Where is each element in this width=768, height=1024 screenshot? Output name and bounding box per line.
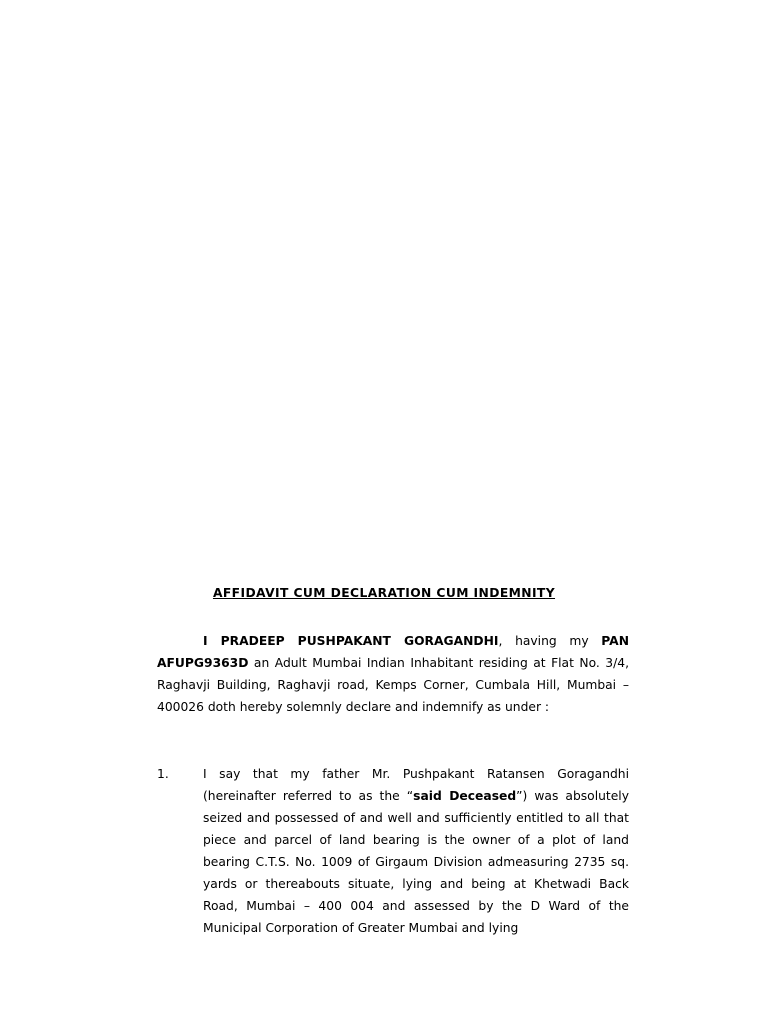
clause-text-2: ”) was absolutely seized and possessed of and well and sufficiently entitled to all that piece and parcel of land bearing is the owner of a plot of land bearing C.T.S. No. 1009 of Girgaum Division admeasuring 2735 sq. yards or thereabouts situate, lying and being at Khetwadi Back Road, Mumbai – 400 004 and assessed by the D Ward of the Municipal Corporation of Greater Mumbai and lying [203,789,629,935]
clause-text [203,763,629,939]
pan-number: PAN AFUPG9363D [157,634,629,670]
intro-paragraph [157,630,629,718]
document-title: AFFIDAVIT CUM DECLARATION CUM INDEMNITY [212,586,556,600]
intro-text-1: , having my [498,634,602,648]
intro-text-2: an Adult Mumbai Indian Inhabitant residing at Flat No. 3/4, Raghavji Building, Raghavji road, Kemps Corner, Cumbala Hill, Mumbai – 400026 doth hereby solemnly declare and indemnify as under : [157,656,629,714]
clause-number: 1. [157,767,169,781]
clause-text-1: I say that my father Mr. Pushpakant Ratansen Goragandhi (hereinafter referred to as the “ [203,767,629,803]
deponent-name: I PRADEEP PUSHPAKANT GORAGANDHI [203,634,499,648]
defined-term: said Deceased [413,789,517,803]
